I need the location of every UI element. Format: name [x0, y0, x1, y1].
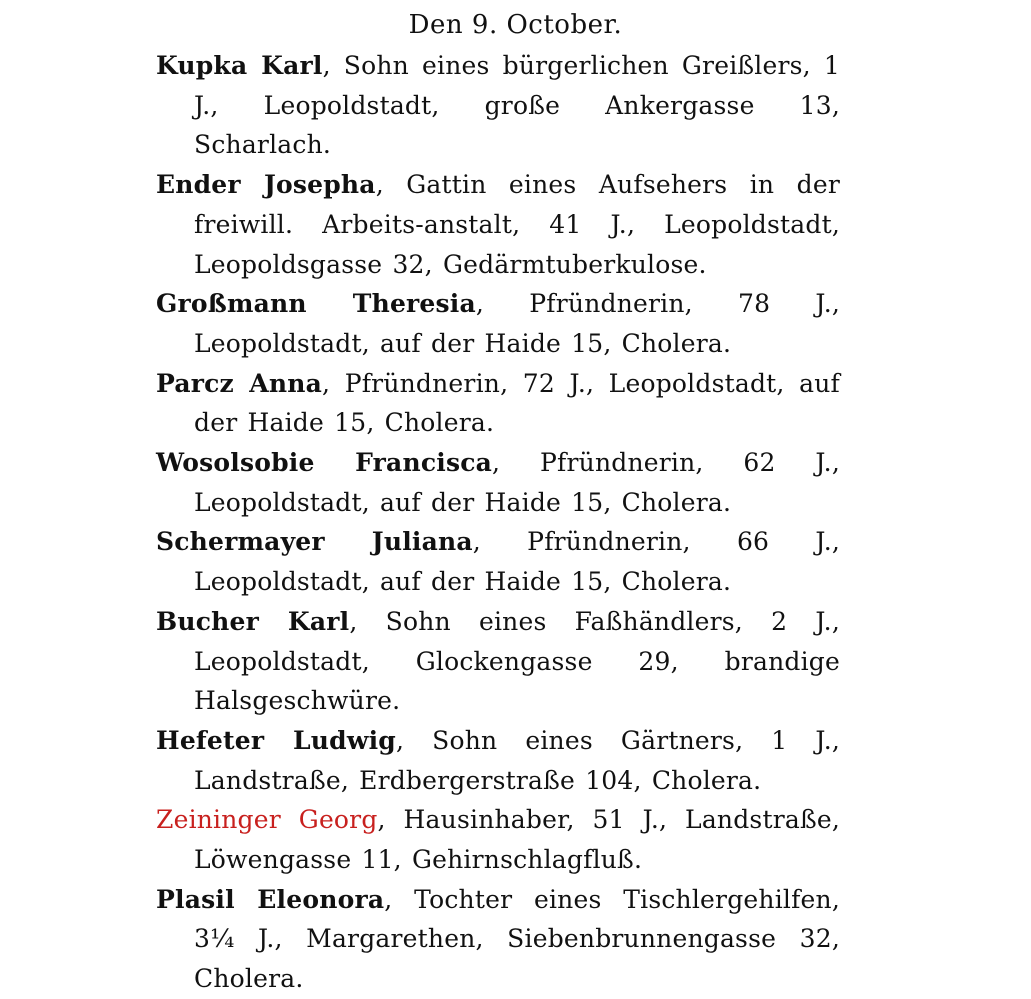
entry-details: , Pfründnerin, 62 J., Leopoldstadt, auf der Haide 15, Cholera. — [194, 448, 840, 517]
entry-details: , Sohn eines Faßhändlers, 2 J., Leopoldstadt, Glockengasse 29, brandige Halsgeschwüre. — [194, 606, 840, 716]
entry-name: Großmann Theresia — [156, 289, 476, 319]
entry-details: , Sohn eines Gärtners, 1 J., Landstraße, Erdbergerstraße 104, Cholera. — [194, 725, 840, 795]
register-entry — [156, 602, 840, 721]
entry-name-highlighted: Zeininger Georg — [156, 805, 378, 835]
date-heading: Den 9. October. — [408, 10, 623, 40]
entry-name: Parcz Anna — [156, 368, 322, 398]
entry-name: Bucher Karl — [156, 606, 350, 636]
register-entry — [156, 522, 840, 601]
register-entry — [156, 880, 840, 999]
register-entry — [156, 165, 840, 284]
register-entry — [156, 364, 840, 443]
entry-name: Wosolsobie Francisca — [156, 448, 493, 478]
death-register-list — [156, 46, 840, 999]
entry-name: Kupka Karl — [156, 51, 323, 80]
register-entry — [156, 46, 840, 165]
register-entry — [156, 443, 840, 522]
entry-details: , Pfründnerin, 78 J., Leopoldstadt, auf der Haide 15, Cholera. — [194, 289, 840, 358]
register-entry — [156, 284, 840, 363]
entry-details: , Gattin eines Aufsehers in der freiwill. Arbeits-anstalt, 41 J., Leopoldstadt, Leopoldsgasse 32, Gedärmtuberkulose. — [194, 170, 840, 279]
entry-details: , Sohn eines bürgerlichen Greißlers, 1 J., Leopoldstadt, große Ankergasse 13, Scharlach. — [194, 51, 840, 160]
entry-details: , Pfründnerin, 66 J., Leopoldstadt, auf der Haide 15, Cholera. — [194, 527, 840, 597]
entry-details: , Tochter eines Tischlergehilfen, 3¼ J., Margarethen, Siebenbrunnengasse 32, Cholera. — [194, 884, 840, 994]
entry-name: Plasil Eleonora — [156, 884, 385, 914]
entry-name: Ender Josepha — [156, 170, 376, 200]
register-entry-highlighted — [156, 800, 840, 879]
entry-details: , Hausinhaber, 51 J., Landstraße, Löwengasse 11, Gehirnschlagfluß. — [194, 805, 841, 875]
entry-name: Schermayer Juliana — [156, 527, 473, 557]
entry-name: Hefeter Ludwig — [156, 725, 396, 755]
entry-details: , Pfründnerin, 72 J., Leopoldstadt, auf der Haide 15, Cholera. — [194, 368, 840, 438]
register-entry — [156, 721, 840, 800]
